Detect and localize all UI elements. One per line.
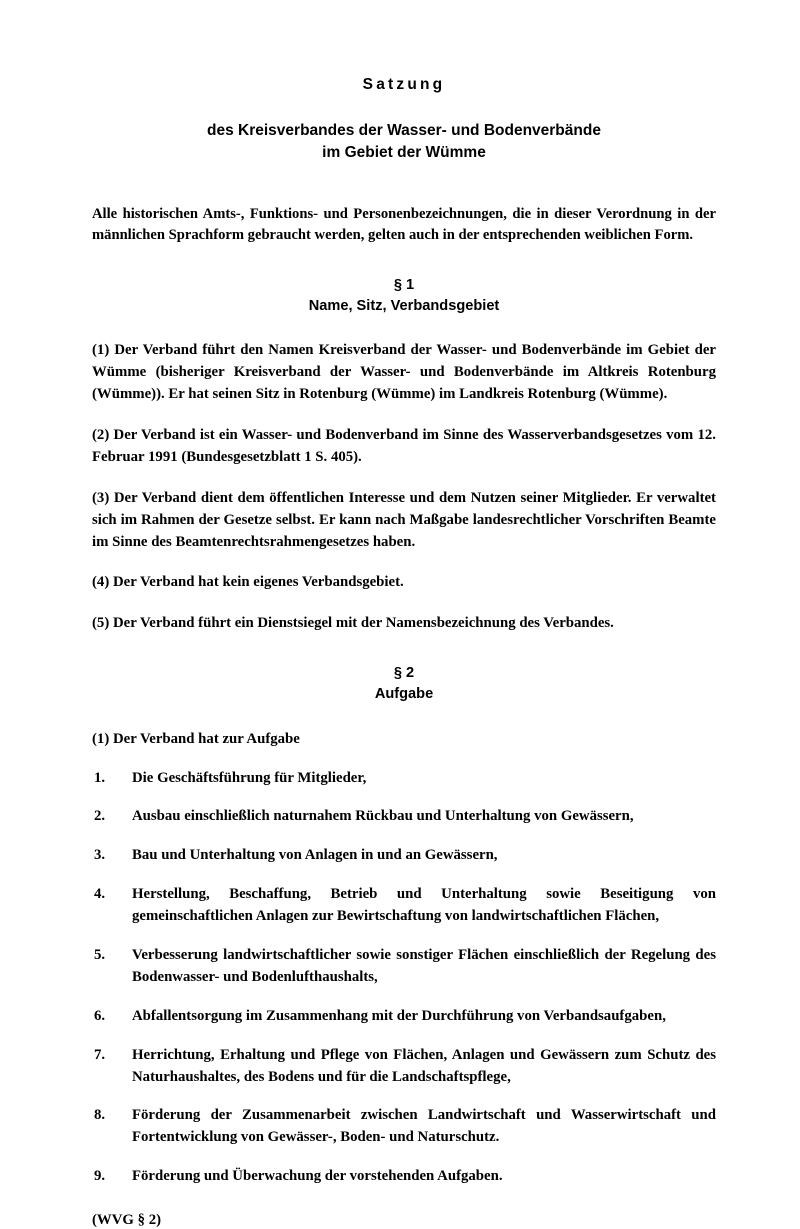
section-1-paragraph-2: (2) Der Verband ist ein Wasser- und Bodenverband im Sinne des Wasserverbandsgesetzes vom 12. Februar 1991 (Bundesgesetzblatt 1 S. 405).	[92, 426, 716, 465]
document-subtitle-line-1: des Kreisverbandes der Wasser- und Bodenverbände	[207, 122, 601, 139]
section-1-title: Name, Sitz, Verbandsgebiet	[308, 297, 500, 314]
list-item-text: Herstellung, Beschaffung, Betrieb und Unterhaltung sowie Beseitigung von gemeinschaftlichen Anlagen zur Bewirtschaftung von landwirtschaftlichen Flächen,	[132, 886, 716, 925]
list-item-number: 2.	[94, 808, 106, 825]
list-item	[92, 1006, 716, 1028]
list-item-number: 7.	[94, 1046, 106, 1063]
section-2-number: § 2	[393, 665, 415, 682]
section-2-lead: (1) Der Verband hat zur Aufgabe	[92, 730, 300, 747]
section-2-title: Aufgabe	[374, 685, 434, 702]
list-item-number: 1.	[94, 769, 106, 786]
list-item	[92, 945, 716, 989]
list-item-number: 6.	[94, 1007, 106, 1024]
document-subtitle-line-2: im Gebiet der Wümme	[322, 144, 486, 161]
section-1-paragraph-5: (5) Der Verband führt ein Dienstsiegel mit der Namensbezeichnung des Verbandes.	[92, 615, 614, 632]
list-item-text: Die Geschäftsführung für Mitglieder,	[132, 769, 367, 786]
list-item	[92, 1105, 716, 1149]
list-item-number: 5.	[94, 947, 106, 963]
list-item-number: 8.	[94, 1107, 106, 1124]
list-item-number: 4.	[94, 886, 106, 903]
intro-paragraph: Alle historischen Amts-, Funktions- und Personenbezeichnungen, die in dieser Verordnung in der männlichen Sprachform gebraucht werden, gelten auch in der entsprechenden weiblichen Form.	[92, 206, 716, 244]
list-item-text: Herrichtung, Erhaltung und Pflege von Flächen, Anlagen und Gewässern zum Schutz des Naturhaushaltes, des Bodens und für die Landschaftspflege,	[132, 1046, 716, 1085]
list-item-text: Verbesserung landwirtschaftlicher sowie sonstiger Flächen einschließlich der Regelung des Bodenwasser- und Bodenlufthaushalts,	[132, 947, 716, 985]
section-2-heading	[92, 663, 716, 704]
section-1-paragraph-4: (4) Der Verband hat kein eigenes Verbandsgebiet.	[92, 574, 404, 591]
list-item	[92, 884, 716, 928]
section-1-paragraph-3: (3) Der Verband dient dem öffentlichen Interesse und dem Nutzen seiner Mitglieder. Er verwaltet sich im Rahmen der Gesetze selbst. Er kann nach Maßgabe landesrechtlicher Vorschriften Beamte im Sinne des Beamtenrechtsrahmengesetzes haben.	[92, 489, 716, 550]
list-item	[92, 845, 716, 867]
list-item-number: 3.	[94, 847, 106, 864]
list-item	[92, 768, 716, 790]
section-1-number: § 1	[393, 276, 415, 293]
section-2-closing-reference: (WVG § 2)	[92, 1212, 162, 1229]
section-1-paragraph-1: (1) Der Verband führt den Namen Kreisverband der Wasser- und Bodenverbände im Gebiet der Wümme (bisheriger Kreisverband der Wasser- und Bodenverbände im Altkreis Rotenburg (Wümme)). Er hat seinen Sitz in Rotenburg (Wümme) im Landkreis Rotenburg (Wümme).	[92, 342, 716, 403]
section-1-heading	[92, 275, 716, 316]
list-item	[92, 1166, 716, 1188]
document-title: Satzung	[362, 76, 446, 93]
list-item-text: Ausbau einschließlich naturnahem Rückbau und Unterhaltung von Gewässern,	[132, 808, 634, 825]
list-item	[92, 1045, 716, 1089]
list-item-number: 9.	[94, 1168, 106, 1185]
list-item	[92, 806, 716, 828]
document-subtitle	[92, 120, 716, 164]
list-item-text: Bau und Unterhaltung von Anlagen in und an Gewässern,	[132, 847, 498, 864]
section-2-task-list	[92, 768, 716, 1189]
list-item-text: Abfallentsorgung im Zusammenhang mit der Durchführung von Verbandsaufgaben,	[132, 1007, 666, 1024]
list-item-text: Förderung der Zusammenarbeit zwischen Landwirtschaft und Wasserwirtschaft und Fortentwicklung von Gewässer-, Boden- und Naturschutz.	[132, 1107, 716, 1146]
list-item-text: Förderung und Überwachung der vorstehenden Aufgaben.	[132, 1168, 503, 1185]
